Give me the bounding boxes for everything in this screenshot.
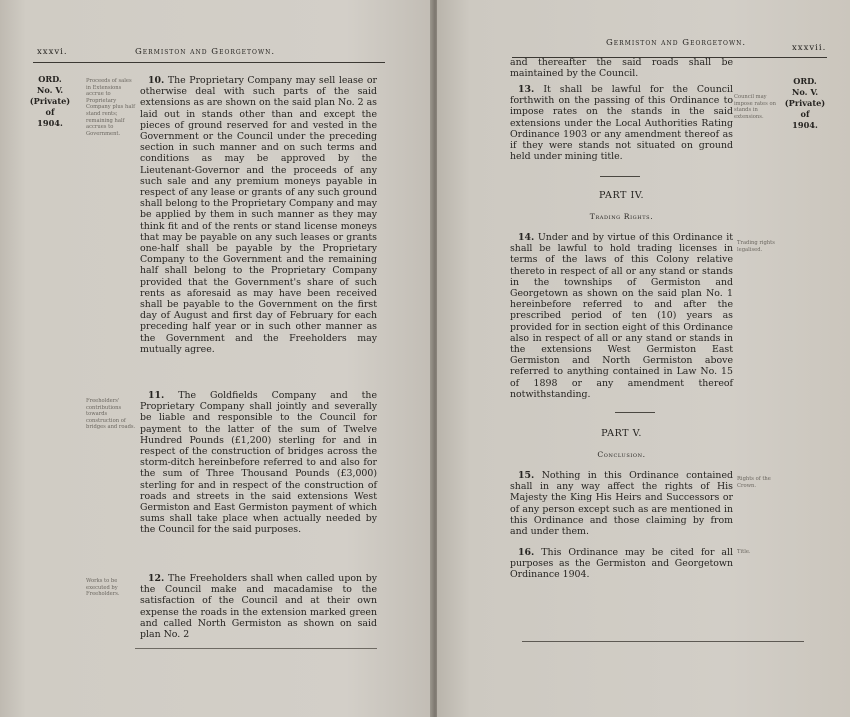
section-number: 16.	[518, 547, 535, 558]
part-5-subtitle: Conclusion.	[597, 450, 646, 459]
section-16	[510, 547, 733, 581]
margin-note-section-11: Freeholders' contributions towards construction of bridges and roads.	[86, 398, 136, 431]
section-number: 11.	[148, 390, 165, 401]
section-number: 13.	[518, 84, 535, 95]
running-title: Germiston and Georgetown.	[606, 38, 747, 48]
part-4-title: PART IV.	[598, 190, 645, 201]
margin-note-section-14: Trading rights legalised.	[737, 240, 775, 253]
part-4-subtitle: Trading Rights.	[589, 212, 654, 221]
margin-note-section-10: Proceeds of sales in Extensions accrue to Proprietary Company plus half stand rents; remaining half accrues to Government.	[86, 78, 135, 137]
section-number: 10.	[148, 75, 165, 86]
section-number: 15.	[518, 470, 535, 481]
running-title: Germiston and Georgetown.	[135, 47, 276, 57]
section-14	[510, 232, 733, 400]
section-15	[510, 470, 733, 537]
section-text: This Ordinance may be cited for all purposes as the Germiston and Georgetown Ordinance 1904.	[510, 547, 733, 581]
section-text: The Proprietary Company may sell lease or otherwise deal with such parts of the said extensions as are shown on the said plan No. 2 as laid out in stands other than and except the pieces of ground reserved for and vested in the Government or the Council under the preceding section in such manner and on such terms and conditions as may be approved by the Lieutenant-Governor and the proceeds of any such sale and any premium moneys payable in respect of any lease or grants of any such ground shall belong to the Proprietary Company and may be applied by them in such manner as they may think fit and of the rents or stand license moneys that may be payable on any such leases or grants one-half shall be payable by the Proprietary Company to the Government and the remaining half shall belong to the Proprietary Company provided that the Government's share of such rents as aforesaid as may have been received shall be payable to the Government on the first day of August and first day of February for each preceding half year or in such other manner as the Government and the Freeholders may mutually agree.	[140, 75, 378, 355]
section-12-continuation: and thereafter the said roads shall be maintained by the Council.	[510, 57, 733, 80]
section-11	[140, 390, 377, 536]
page-number: xxxvi.	[37, 47, 68, 57]
section-10	[140, 75, 377, 355]
section-divider	[615, 412, 655, 413]
section-text: Nothing in this Ordinance contained shall in any way affect the rights of His Majesty the King His Heirs and Successors or of any person except such as are mentioned in this Ordinance and those claiming by from and under them.	[510, 470, 733, 538]
section-number: 14.	[518, 232, 535, 243]
footer-rule	[135, 648, 377, 649]
section-12	[140, 573, 377, 640]
section-divider	[600, 176, 640, 177]
right-page	[437, 0, 850, 717]
section-text: It shall be lawful for the Council forthwith on the passing of this Ordinance to impose rates on the stands in the said extensions under the Local Authorities Rating Ordinance 1903 or any amendment thereof as if they were stands not situated on ground held under mining title.	[510, 84, 734, 163]
margin-note-section-15: Rights of the Crown.	[737, 476, 771, 489]
section-text: Under and by virtue of this Ordinance it shall be lawful to hold trading licenses in terms of the laws of this Colony relative thereto in respect of all or any stand or stands in the townships of Germiston and Georgetown as shown on the said plan No. 1 hereinbefore referred to and after the prescribed period of ten (10) years as provided for in section eight of this Ordinance also in respect of all or any stand or stands in the extensions West Germiston East Germiston and North Germiston above referred to anything contained in Law No. 15 of 1898 or any amendment thereof notwithstanding.	[510, 232, 734, 400]
margin-note-section-13: Council may impose rates on stands in extensions.	[734, 94, 776, 120]
part-5-title: PART V.	[601, 428, 642, 439]
footer-rule	[522, 641, 804, 642]
ordinance-note: ORD. No. V. (Private) of 1904.	[29, 74, 71, 128]
section-13	[510, 84, 733, 162]
header-rule	[33, 62, 385, 63]
section-number: 12.	[148, 573, 165, 584]
margin-note-section-12: Works to be executed by Freeholders.	[86, 578, 120, 598]
page-number: xxxvii.	[792, 43, 827, 53]
section-text: The Freeholders shall when called upon by the Council make and macadamise to the satisfaction of the Council and at their own expense the roads in the extension marked green and called North Germiston as shown on said plan No. 2	[140, 573, 377, 641]
margin-note-section-16: Title.	[737, 549, 751, 555]
ordinance-note: ORD. No. V. (Private) of 1904.	[784, 76, 826, 130]
section-text: The Goldfields Company and the Proprietary Company shall jointly and severally be liable and responsible to the Council for payment to the latter of the sum of Twelve Hundred Pounds (£1,200) sterling for and in respect of the construction of bridges across the storm-ditch hereinbefore referred to and also for the sum of Three Thousand Pounds (£3,000) sterling for and in respect of the construction of roads and streets in the said extensions West Germiston and East Germiston payment of which sums shall take place when actually needed by the Council for the said purposes.	[140, 390, 377, 536]
